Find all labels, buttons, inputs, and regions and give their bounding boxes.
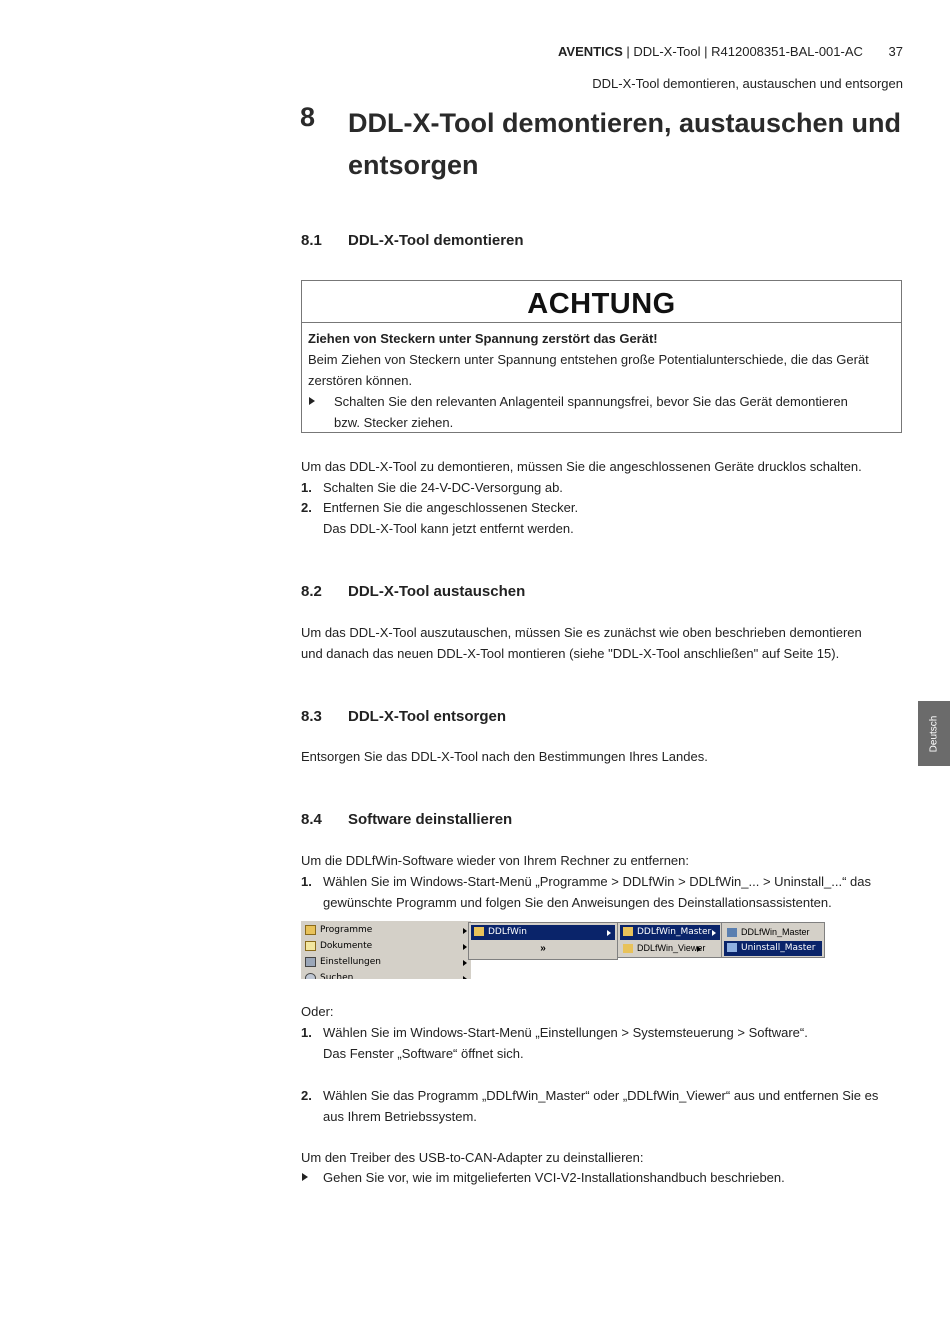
step-text: Wählen Sie im Windows-Start-Menü „Programme > DDLfWin > DDLfWin_... > Uninstall_...“ das xyxy=(323,874,871,889)
warning-action xyxy=(308,391,895,433)
oder-label: Oder: xyxy=(301,1004,334,1019)
start-menu-item: Dokumente xyxy=(305,939,372,954)
bullet-triangle-icon xyxy=(309,397,315,405)
driver-intro: Um den Treiber des USB-to-CAN-Adapter zu deinstallieren: xyxy=(301,1150,644,1165)
warning-box xyxy=(301,280,902,433)
running-header xyxy=(558,44,903,59)
program-group-icon xyxy=(474,927,484,936)
warning-action-line2: bzw. Stecker ziehen. xyxy=(334,415,454,430)
submenu-arrow-icon xyxy=(463,960,467,966)
search-icon xyxy=(305,973,316,980)
language-tab xyxy=(918,701,950,766)
submenu-item: DDLfWin_Master xyxy=(724,925,810,940)
step-number: 2. xyxy=(301,500,312,515)
warning-headline: Ziehen von Steckern unter Spannung zerstört das Gerät! xyxy=(308,331,658,346)
folder-icon xyxy=(305,925,316,935)
warning-title: ACHTUNG xyxy=(302,281,901,323)
submenu-arrow-icon xyxy=(463,976,467,979)
text-8-2-line2: und danach das neuen DDL-X-Tool montieren (siehe "DDL-X-Tool anschließen" auf Seite 15). xyxy=(301,646,840,661)
text-8-2-line1: Um das DDL-X-Tool auszutauschen, müssen Sie es zunächst wie oben beschrieben demontieren xyxy=(301,625,862,640)
step-text: Schalten Sie die 24-V-DC-Versorgung ab. xyxy=(323,480,563,495)
submenu-arrow-icon xyxy=(463,928,467,934)
step-number: 1. xyxy=(301,480,312,495)
section-number-8-2: 8.2 xyxy=(301,583,322,600)
section-number-8-3: 8.3 xyxy=(301,708,322,725)
section-title-8-1: DDL-X-Tool demontieren xyxy=(348,232,524,249)
warning-action-line1: Schalten Sie den relevanten Anlagenteil spannungsfrei, bevor Sie das Gerät demontieren xyxy=(334,394,848,409)
submenu-item: DDLfWin_Viewer xyxy=(620,941,705,956)
programs-submenu xyxy=(468,922,618,960)
settings-icon xyxy=(305,957,316,967)
start-menu-item: Suchen xyxy=(305,971,353,979)
section-title-8-2: DDL-X-Tool austauschen xyxy=(348,583,526,600)
chapter-number: 8 xyxy=(300,102,316,132)
intro-8-1: Um das DDL-X-Tool zu demontieren, müssen Sie die angeschlossenen Geräte drucklos schalten. xyxy=(301,459,862,474)
folder-icon xyxy=(305,941,316,951)
submenu-arrow-icon xyxy=(697,946,701,952)
step-text: Entfernen Sie die angeschlossenen Stecker. xyxy=(323,500,579,515)
step-number: 1. xyxy=(301,1025,312,1040)
ddlfwin-submenu xyxy=(617,922,723,958)
section-number-8-1: 8.1 xyxy=(301,232,322,249)
warning-text: Beim Ziehen von Steckern unter Spannung entstehen große Potentialunterschiede, die das Gerät zerstören können. xyxy=(308,352,869,388)
start-menu-item: Einstellungen xyxy=(305,955,381,970)
expand-chevron-icon: » xyxy=(540,943,546,954)
brand-name: AVENTICS xyxy=(557,44,623,59)
intro-8-4: Um die DDLfWin-Software wieder von Ihrem Rechner zu entfernen: xyxy=(301,853,689,868)
submenu-item-selected: DDLfWin xyxy=(471,925,615,940)
start-menu-screenshot xyxy=(301,921,825,979)
program-group-icon xyxy=(623,944,633,953)
step-text: gewünschte Programm und folgen Sie den Anweisungen des Deinstallationsassistenten. xyxy=(323,895,832,910)
program-group-icon xyxy=(623,927,633,936)
bullet-triangle-icon xyxy=(302,1173,308,1181)
running-chapter-title: DDL-X-Tool demontieren, austauschen und entsorgen xyxy=(592,76,903,91)
section-title-8-3: DDL-X-Tool entsorgen xyxy=(348,708,507,725)
application-icon xyxy=(727,928,737,937)
step-result: Das DDL-X-Tool kann jetzt entfernt werden. xyxy=(323,521,574,536)
step-text: Wählen Sie im Windows-Start-Menü „Einstellungen > Systemsteuerung > Software“. xyxy=(323,1025,808,1040)
step-text: aus Ihrem Betriebssystem. xyxy=(323,1109,477,1124)
uninstall-icon xyxy=(727,943,737,952)
driver-action: Gehen Sie vor, wie im mitgelieferten VCI-V2-Installationshandbuch beschrieben. xyxy=(323,1170,785,1185)
submenu-arrow-icon xyxy=(712,930,716,936)
chapter-title: DDL-X-Tool demontieren, austauschen und entsorgen xyxy=(348,108,902,180)
start-menu-item: Programme xyxy=(305,923,372,938)
language-tab-label: Deutsch xyxy=(928,715,940,752)
step-number: 2. xyxy=(301,1088,312,1103)
text-8-3: Entsorgen Sie das DDL-X-Tool nach den Bestimmungen Ihres Landes. xyxy=(301,749,708,764)
page-number: 37 xyxy=(888,44,903,59)
doc-info: | DDL-X-Tool | R412008351-BAL-001-AC xyxy=(622,44,863,59)
step-result: Das Fenster „Software“ öffnet sich. xyxy=(323,1046,524,1061)
submenu-item-selected: Uninstall_Master xyxy=(724,941,822,956)
submenu-item-selected: DDLfWin_Master xyxy=(620,925,720,940)
step-text: Wählen Sie das Programm „DDLfWin_Master“ oder „DDLfWin_Viewer“ aus und entfernen Sie es xyxy=(323,1088,879,1103)
start-menu xyxy=(301,921,471,979)
section-title-8-4: Software deinstallieren xyxy=(348,811,513,828)
section-number-8-4: 8.4 xyxy=(301,811,322,828)
step-number: 1. xyxy=(301,874,312,889)
submenu-arrow-icon xyxy=(607,930,611,936)
submenu-arrow-icon xyxy=(463,944,467,950)
master-submenu xyxy=(721,922,825,958)
